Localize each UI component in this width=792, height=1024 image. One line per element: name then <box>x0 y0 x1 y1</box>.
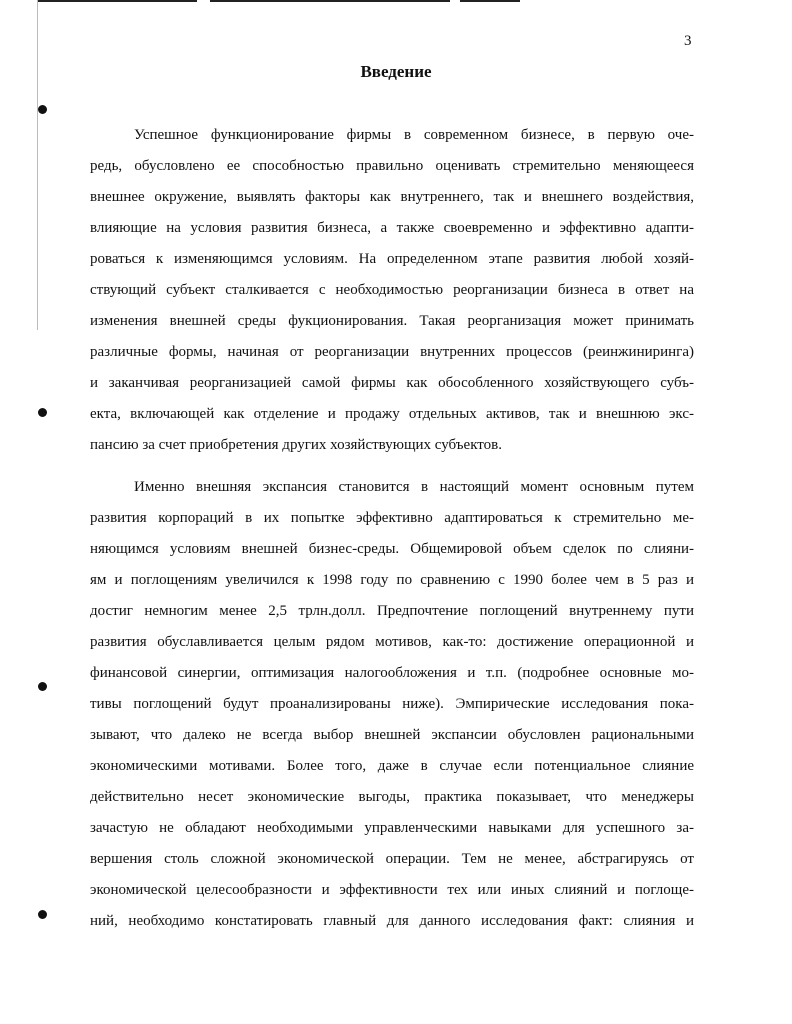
text-line: и заканчивая реорганизацией самой фирмы как обособленного хозяйствующего субъ- <box>90 375 694 391</box>
scan-edge-left <box>37 0 38 330</box>
text-line: развития корпораций в их попытке эффективно адаптироваться к стремительно ме- <box>90 510 694 526</box>
text-line: изменения внешней среды фукционирования. Такая реорганизация может принимать <box>90 313 694 329</box>
text-line: Успешное функционирование фирмы в современном бизнесе, в первую оче- <box>134 127 694 143</box>
text-line: пансию за счет приобретения других хозяйствующих субъектов. <box>90 437 502 453</box>
binder-hole-2 <box>38 408 47 417</box>
text-line: роваться к изменяющимся условиям. На определенном этапе развития любой хозяй- <box>90 251 694 267</box>
text-line: зачастую не обладают необходимыми управленческими навыками для успешного за- <box>90 820 694 836</box>
text-line: вершения столь сложной экономической операции. Тем не менее, абстрагируясь от <box>90 851 694 867</box>
paragraph-1 <box>90 120 694 461</box>
text-line: экономической целесообразности и эффективности тех или иных слияний и поглоще- <box>90 882 694 898</box>
text-line: ний, необходимо констатировать главный для данного исследования факт: слияния и <box>90 913 694 929</box>
text-line: редь, обусловлено ее способностью правильно оценивать стремительно меняющееся <box>90 158 694 174</box>
scan-edge-top-right <box>460 0 520 2</box>
text-line: внешнее окружение, выявлять факторы как внутреннего, так и внешнего воздействия, <box>90 189 694 205</box>
text-line: развития обуславливается целым рядом мотивов, как-то: достижение операционной и <box>90 634 694 650</box>
text-line: экономическими мотивами. Более того, даже в случае если потенциальное слияние <box>90 758 694 774</box>
scan-edge-top-middle <box>210 0 450 2</box>
scan-edge-top-left <box>37 0 197 2</box>
page-number: 3 <box>684 33 692 49</box>
binder-hole-1 <box>38 105 47 114</box>
text-line: ям и поглощениям увеличился к 1998 году по сравнению с 1990 более чем в 5 раз и <box>90 572 694 588</box>
binder-hole-4 <box>38 910 47 919</box>
text-line: достиг немногим менее 2,5 трлн.долл. Предпочтение поглощений внутреннему пути <box>90 603 694 619</box>
paragraph-2 <box>90 472 694 937</box>
text-line: тивы поглощений будут проанализированы ниже). Эмпирические исследования пока- <box>90 696 694 712</box>
page-title: Введение <box>360 62 432 81</box>
text-line: различные формы, начиная от реорганизации внутренних процессов (реинжиниринга) <box>90 344 694 360</box>
text-line: Именно внешняя экспансия становится в настоящий момент основным путем <box>134 479 694 495</box>
text-line: влияющие на условия развития бизнеса, а также своевременно и эффективно адапти- <box>90 220 694 236</box>
text-line: финансовой синергии, оптимизация налогообложения и т.п. (подробнее основные мо- <box>90 665 694 681</box>
text-line: екта, включающей как отделение и продажу отдельных активов, так и внешнюю экс- <box>90 406 694 422</box>
text-line: ствующий субъект сталкивается с необходимостью реорганизации бизнеса в ответ на <box>90 282 694 298</box>
text-line: действительно несет экономические выгоды, практика показывает, что менеджеры <box>90 789 694 805</box>
text-line: зывают, что далеко не всегда выбор внешней экспансии обусловлен рациональными <box>90 727 694 743</box>
text-line: няющимся условиям внешней бизнес-среды. Общемировой объем сделок по слияни- <box>90 541 694 557</box>
binder-hole-3 <box>38 682 47 691</box>
